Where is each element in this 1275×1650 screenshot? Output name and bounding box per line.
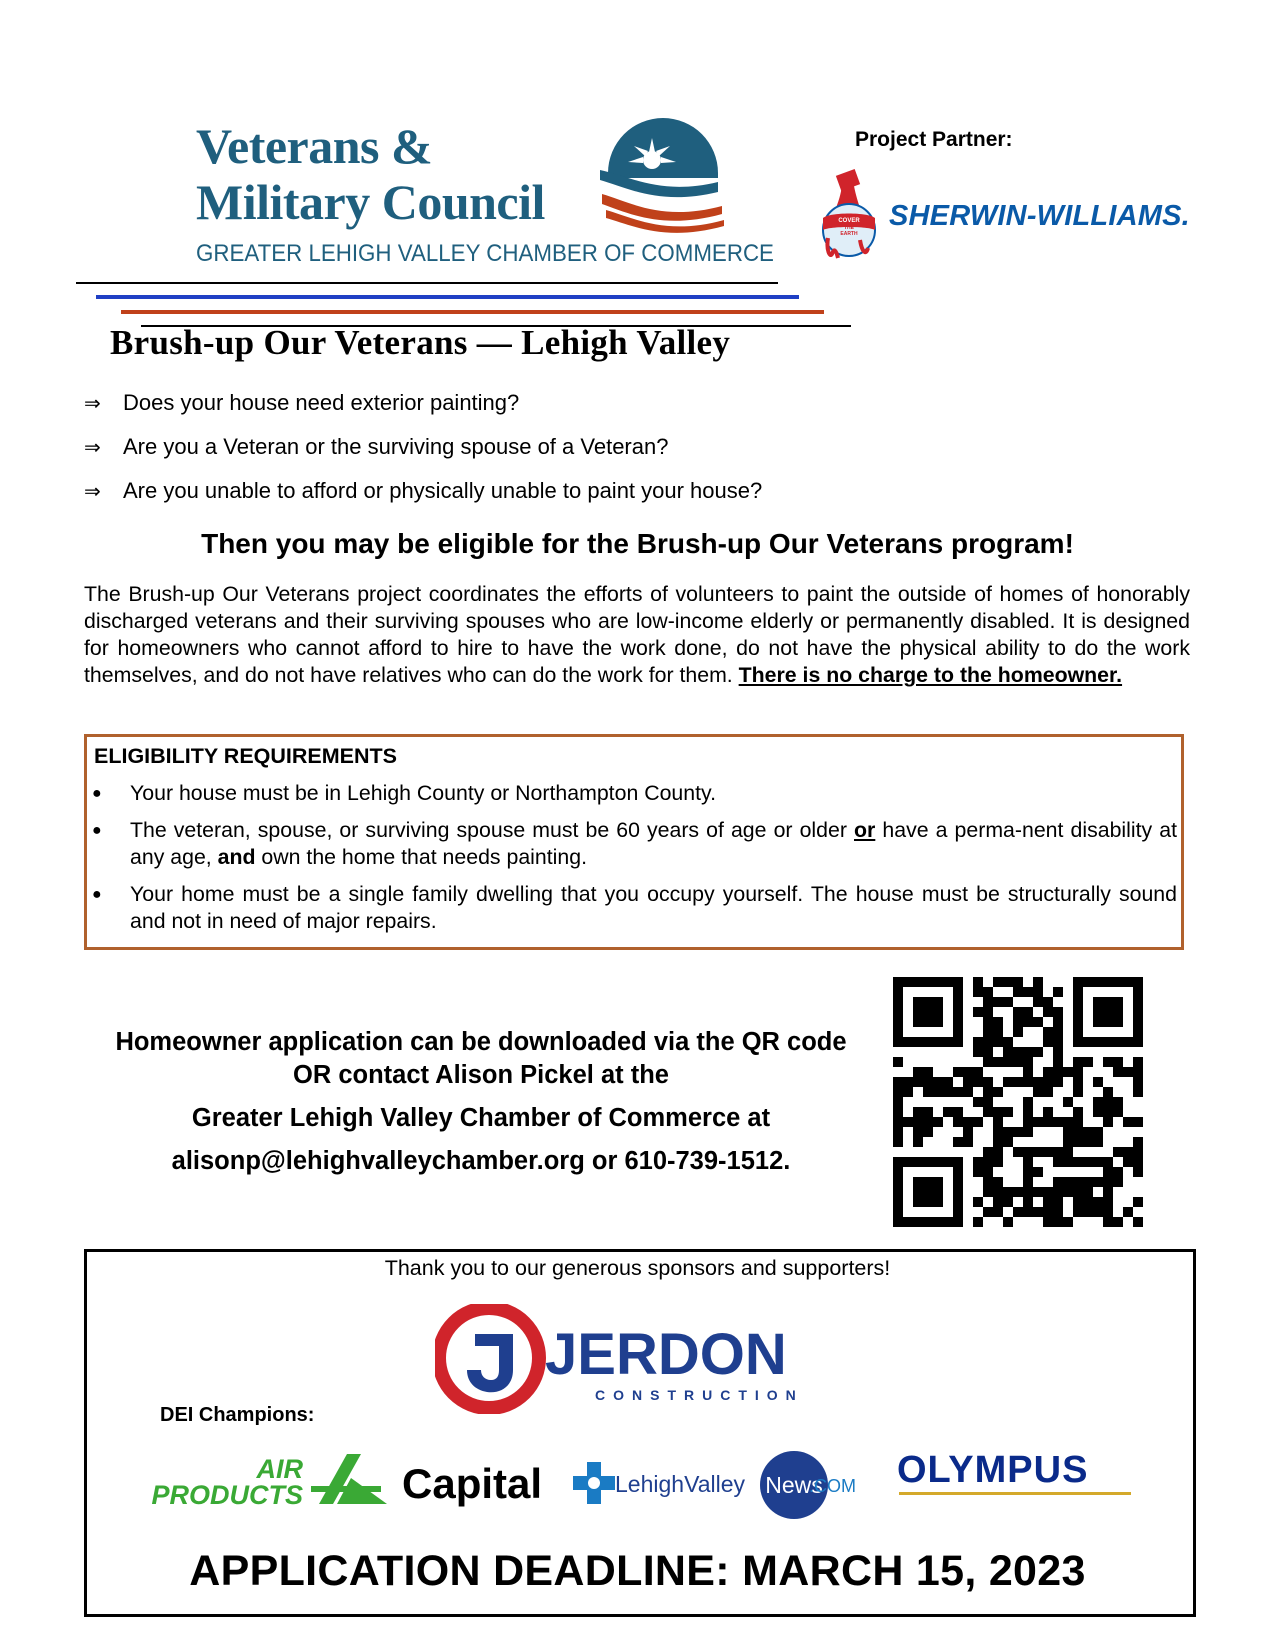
contact-line: Homeowner application can be downloaded via the QR code OR contact Alison Pickel at the [115, 1028, 847, 1089]
eligibility-text [130, 817, 1177, 871]
qr-code-icon[interactable] [893, 977, 1143, 1227]
jerdon-wordmark: JERDON [545, 1322, 787, 1387]
arrow-icon: ⇒ [84, 481, 101, 503]
svg-text:COVER: COVER [838, 218, 860, 224]
text-fragment: The veteran, spouse, or surviving spouse must be 60 years of age or older [130, 818, 854, 842]
divider-black [76, 282, 778, 284]
air-products-logo-icon [151, 1454, 387, 1510]
eligibility-item [92, 817, 1177, 871]
svg-text:EARTH: EARTH [840, 231, 858, 237]
arrow-icon: ⇒ [84, 393, 101, 415]
olympus-logo-icon [897, 1449, 1131, 1495]
eligibility-item [92, 881, 1177, 935]
eligibility-heading: ELIGIBILITY REQUIREMENTS [94, 744, 398, 768]
question-item [84, 434, 984, 478]
text-fragment: own the home that needs painting. [255, 845, 588, 869]
question-text: Are you a Veteran or the surviving spouse of a Veteran? [123, 434, 669, 459]
contact-email-phone[interactable]: alisonp@lehighvalleychamber.org or 610-739-1512. [171, 1147, 791, 1175]
eligibility-text: Your home must be a single family dwelling that you occupy yourself. The house must be structurally sound and not in need of major repairs. [130, 882, 1177, 933]
project-partner-label: Project Partner: [855, 128, 1013, 151]
eligibility-item [92, 780, 1177, 807]
capital-text: Capital [402, 1460, 543, 1507]
contact-block [96, 1026, 866, 1178]
air-products-text-2: PRODUCTS [151, 1480, 303, 1510]
jerdon-construction-logo-icon [435, 1304, 845, 1414]
divider-red [121, 310, 824, 314]
logo-title-line2: Military Council [196, 174, 545, 230]
description-text: The Brush-up Our Veterans project coordinates the efforts of volunteers to paint the outside of homes of honorably discharged veterans and their surviving spouses who are low-income elderly or permanently disabled. It is designed for homeowners who cannot afford to hire to have the work done, do not have the physical ability to do the work themselves, and do not have relatives who can do the work for them. [84, 582, 1190, 687]
sponsor-thanks: Thank you to our generous sponsors and supporters! [384, 1256, 891, 1280]
question-list [84, 390, 984, 522]
jerdon-subtitle: CONSTRUCTION [595, 1387, 804, 1403]
bullet-icon: ● [92, 785, 102, 802]
application-deadline: APPLICATION DEADLINE: MARCH 15, 2023 [189, 1547, 1086, 1595]
lehigh-valley-news-logo-icon [615, 1451, 856, 1519]
lvn-text-1: LehighValley [615, 1471, 746, 1497]
capital-blue-cross-logo-icon [402, 1460, 615, 1507]
program-description [84, 581, 1190, 689]
logo-title-line1: Veterans & [196, 118, 433, 174]
bullet-icon: ● [92, 822, 102, 839]
lvn-text-3: .COM [809, 1476, 856, 1496]
question-text: Are you unable to afford or physically unable to paint your house? [123, 478, 763, 503]
question-text: Does your house need exterior painting? [123, 390, 520, 415]
eligibility-text: Your house must be in Lehigh County or Northampton County. [130, 781, 717, 805]
sherwin-williams-logo-text: SHERWIN-WILLIAMS. [889, 200, 1190, 232]
arrow-icon: ⇒ [84, 437, 101, 459]
question-item [84, 478, 984, 522]
text-fragment: have a perma-nent disability at any age, [130, 818, 1178, 869]
program-title: Brush-up Our Veterans — Lehigh Valley [110, 323, 731, 362]
sherwin-williams-cover-the-earth-icon [818, 168, 880, 268]
bullet-icon: ● [92, 886, 102, 903]
contact-line: Greater Lehigh Valley Chamber of Commerce at [191, 1104, 771, 1132]
air-products-text-1: AIR [256, 1454, 303, 1484]
flag-sunburst-logo-icon [600, 118, 730, 236]
dei-sponsor-logos [137, 1440, 1147, 1530]
no-charge-emphasis: There is no charge to the homeowner. [738, 663, 1123, 687]
olympus-text: OLYMPUS [897, 1449, 1089, 1491]
eligibility-list [92, 780, 1177, 945]
or-emphasis: or [854, 818, 876, 842]
vmc-logo-title [196, 118, 545, 230]
divider-blue [96, 295, 799, 299]
svg-text:THE: THE [844, 225, 854, 231]
and-emphasis: and [217, 845, 256, 869]
question-item [84, 390, 984, 434]
lvn-text-2: News [765, 1472, 823, 1498]
eligible-headline: Then you may be eligible for the Brush-up Our Veterans program! [201, 528, 1074, 559]
logo-subtitle: GREATER LEHIGH VALLEY CHAMBER OF COMMERCE [196, 240, 774, 267]
dei-champions-label: DEI Champions: [160, 1404, 315, 1426]
